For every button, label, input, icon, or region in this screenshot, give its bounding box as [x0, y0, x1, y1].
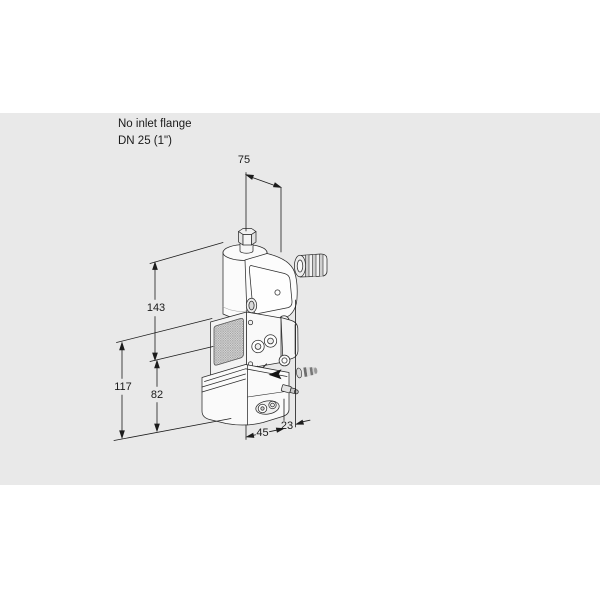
test-nipple [296, 365, 318, 378]
flange-bolt-top [248, 320, 252, 324]
dim-label-75: 75 [237, 154, 251, 166]
dim-label-143: 143 [146, 301, 166, 314]
dim-label-82: 82 [150, 389, 164, 401]
dim-label-45: 45 [256, 426, 269, 439]
variant-annotation-line1: No inlet flange [118, 118, 192, 130]
variant-annotation-line2: DN 25 (1") [118, 135, 172, 147]
panel-screw [275, 290, 280, 295]
mesh-screen [214, 318, 244, 365]
adjustment-knob [294, 254, 327, 277]
valve-body [202, 229, 327, 426]
dim-label-23: 23 [280, 420, 294, 432]
hex-cap-icon [239, 229, 257, 246]
dim-label-117: 117 [114, 380, 132, 393]
